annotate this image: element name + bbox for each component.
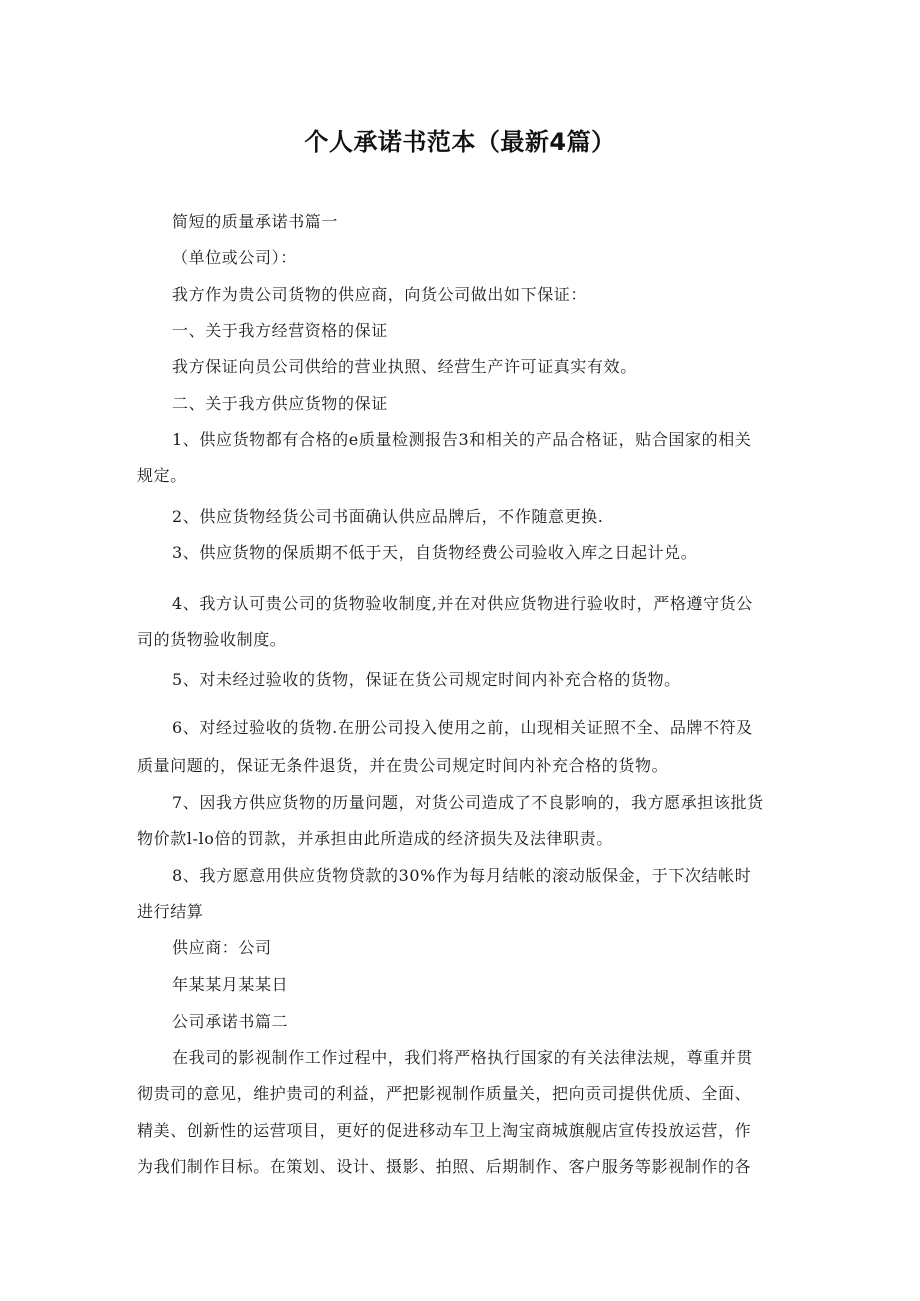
item1-line2: 规定。	[137, 466, 187, 485]
section2-para-line4: 为我们制作目标。在策划、设计、摄影、拍照、后期制作、客户服务等影视制作的各	[137, 1157, 752, 1176]
section2-para-line1: 在我司的影视制作工作过程中，我们将严格执行国家的有关法律法规，尊重并贯	[172, 1048, 754, 1067]
section2-para-line2: 彻贵司的意见，维护贵司的利益，严把影视制作质量关，把向贡司提供优质、全面、	[137, 1084, 752, 1103]
item2-text: 2、供应货物经货公司书面确认供应品牌后，不作随意更换.	[172, 507, 604, 526]
item6-line1: 6、对经过验收的货物.在册公司投入使用之前，山现相关证照不全、品牌不符及	[172, 718, 753, 737]
section1-heading: 简短的质量承诺书篇一	[172, 212, 339, 231]
section2-heading: 公司承诺书篇二	[172, 1012, 289, 1031]
item4-line2: 司的货物验收制度。	[137, 630, 287, 649]
item8-line2: 进行结算	[137, 902, 204, 921]
item7-line2: 物价款l-lo倍的罚款，并承担由此所造成的经济损失及法律职责。	[137, 829, 613, 848]
supplier-signature: 供应商：公司	[172, 938, 272, 957]
date-line: 年某某月某某日	[172, 975, 289, 994]
item5-text: 5、对未经过验收的货物，保证在货公司规定时间内补充合格的货物。	[172, 670, 681, 689]
section2-para-line3: 精美、创新性的运营项目，更好的促进移动车卫上淘宝商城旗舰店宣传投放运营，作	[137, 1121, 752, 1140]
part1-heading: 一、关于我方经营资格的保证	[172, 321, 388, 340]
part2-heading: 二、关于我方供应货物的保证	[172, 394, 388, 413]
intro-paragraph: 我方作为贵公司货物的供应商，向货公司做出如下保证：	[172, 285, 588, 304]
addressee-line: （单位或公司）：	[172, 248, 297, 267]
item3-text: 3、供应货物的保质期不低于天，自货物经费公司验收入库之日起计兑。	[172, 543, 698, 562]
item1-line1: 1、供应货物都有合格的e质量检测报告3和相关的产品合格证，贴合国家的相关	[172, 430, 752, 449]
item7-line1: 7、因我方供应货物的历量问题，对货公司造成了不良影响的，我方愿承担该批货	[172, 793, 764, 812]
part1-text: 我方保证向员公司供给的营业执照、经营生产许可证真实有效。	[172, 357, 637, 376]
item8-line1: 8、我方愿意用供应货物贷款的30%作为每月结帐的滚动版保金，于下次结帐时	[172, 866, 752, 885]
document-title: 个人承诺书范本（最新4篇）	[304, 128, 616, 156]
item4-line1: 4、我方认可贵公司的货物验收制度,并在对供应货物进行验收时，严格遵守货公	[172, 594, 753, 613]
item6-line2: 质量问题的，保证无条件退货，并在贵公司规定时间内补充合格的货物。	[137, 756, 669, 775]
